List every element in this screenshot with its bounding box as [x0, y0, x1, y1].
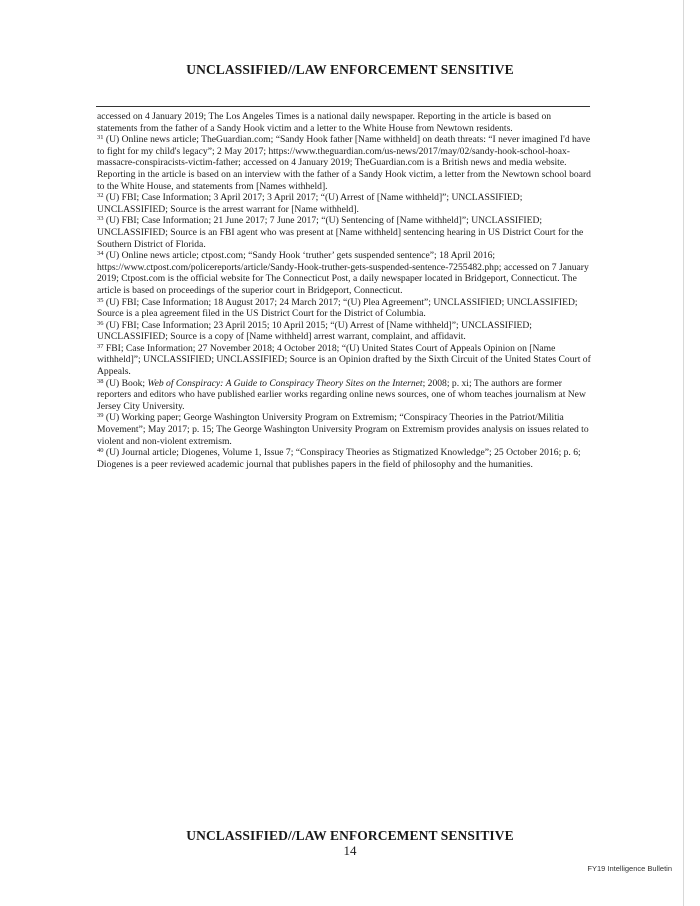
- endnote-number: 33: [97, 215, 104, 223]
- endnote-number: 37: [97, 342, 104, 350]
- footer-classification: UNCLASSIFIED//LAW ENFORCEMENT SENSITIVE: [186, 828, 514, 843]
- endnotes: [97, 111, 593, 470]
- endnote-40: [97, 447, 593, 470]
- endnote-number: 32: [97, 192, 104, 200]
- footnote-separator: [96, 106, 590, 107]
- endnote-number: 40: [97, 447, 104, 455]
- endnote-continuation: accessed on 4 January 2019; The Los Angeles Times is a national daily newspaper. Reporting in the article is based on statements from the father of a Sandy Hook victim and a letter to the White House from Newtown residents.: [97, 111, 552, 134]
- endnote-text: ; 2008; p. xi; The authors are former reporters and editors who have published earlier works regarding online news sources, one of whom teaches journalism at New Jersey City University.: [97, 377, 586, 412]
- endnote-39: [97, 412, 593, 447]
- bulletin-label: FY19 Intelligence Bulletin: [587, 864, 672, 873]
- endnote-32: [97, 192, 593, 215]
- endnote-37: [97, 343, 593, 378]
- endnote-number: 31: [97, 134, 104, 142]
- endnote-text: (U) FBI; Case Information; 3 April 2017; 3 April 2017; “(U) Arrest of [Name withheld]”; UNCLASSIFIED; UNCLASSIFIED; Source is the arrest warrant for [Name withheld].: [97, 192, 523, 215]
- header-classification: UNCLASSIFIED//LAW ENFORCEMENT SENSITIVE: [186, 62, 514, 77]
- endnote-36: [97, 320, 593, 343]
- endnote-number: 36: [97, 319, 104, 327]
- endnote-prefix: (U) Book;: [105, 377, 148, 389]
- endnote-text: (U) FBI; Case Information; 18 August 2017; 24 March 2017; “(U) Plea Agreement”; UNCLASSIFIED; UNCLASSIFIED; Source is a plea agreement filed in the US District Court for the District of Columbia.: [97, 296, 578, 320]
- endnote-38: [97, 378, 593, 413]
- endnote-number: 38: [97, 377, 104, 385]
- endnote-number: 35: [97, 296, 104, 304]
- page-edge-line: [683, 0, 684, 906]
- endnote-number: 34: [97, 250, 104, 258]
- endnote-text: (U) FBI; Case Information; 21 June 2017; 7 June 2017; “(U) Sentencing of [Name withheld]”; UNCLASSIFIED; UNCLASSIFIED; Source is an FBI agent who was present at [Name withheld] sentencing hearing in US District Court for the Southern District of Florida.: [97, 215, 584, 250]
- endnote-text: (U) Working paper; George Washington University Program on Extremism; “Conspiracy Theories in the Patriot/Militia Movement”; May 2017; p. 15; The George Washington University Program on Extremism provides analysis on issues related to violent and non-violent extremism.: [97, 412, 589, 447]
- endnote-31: [97, 134, 593, 192]
- endnote-text: (U) FBI; Case Information; 23 April 2015; 10 April 2015; “(U) Arrest of [Name withheld]”; UNCLASSIFIED; UNCLASSIFIED; Source is a copy of [Name withheld] arrest warrant, complaint, and affidavit.: [97, 319, 532, 343]
- endnote-number: 39: [97, 412, 104, 420]
- endnote-text: FBI; Case Information; 27 November 2018; 4 October 2018; “(U) United States Court of Appeals Opinion on [Name withheld]”; UNCLASSIFIED; UNCLASSIFIED; Source is an Opinion drafted by the Sixth Circuit of the United States Court of Appeals.: [97, 342, 591, 378]
- endnote-34: [97, 250, 593, 296]
- endnote-text: (U) Online news article; ctpost.com; “Sandy Hook ‘truther’ gets suspended sentence”; 18 April 2016; https://www.ctpost.com/policereports/article/Sandy-Hook-truther-gets-suspended-sentence-7255482.php; accessed on 7 January 2019; Ctpost.com is the official website for The Connecticut Post, a daily newspaper located in Bridgeport, Connecticut. The article is based on proceedings of the superior court in Bridgeport, Connecticut.: [97, 250, 589, 296]
- endnote-33: [97, 215, 593, 250]
- page-number: 14: [343, 843, 357, 858]
- endnote-text: (U) Online news article; TheGuardian.com; “Sandy Hook father [Name withheld] on death threats: “I never imagined I'd have to fight for my child's legacy”; 2 May 2017; https://www.theguardian.com/us-news/2017/may/02/sandy-hook-school-hoax-massacre-conspiracists-victim-father; accessed on 4 January 2019; TheGuardian.com is a British news and media website. Reporting in the article is based on an interview with the father of a Sandy Hook victim, a letter from the Newtown school board to the White House, and statements from [Names withheld].: [97, 134, 591, 192]
- endnote-text: (U) Journal article; Diogenes, Volume 1, Issue 7; “Conspiracy Theories as Stigmatized Knowledge”; 25 October 2016; p. 6; Diogenes is a peer reviewed academic journal that publishes papers in the field of philosophy and the humanities.: [97, 447, 581, 470]
- endnote-35: [97, 297, 593, 320]
- book-title: Web of Conspiracy: A Guide to Conspiracy Theory Sites on the Internet: [147, 377, 423, 389]
